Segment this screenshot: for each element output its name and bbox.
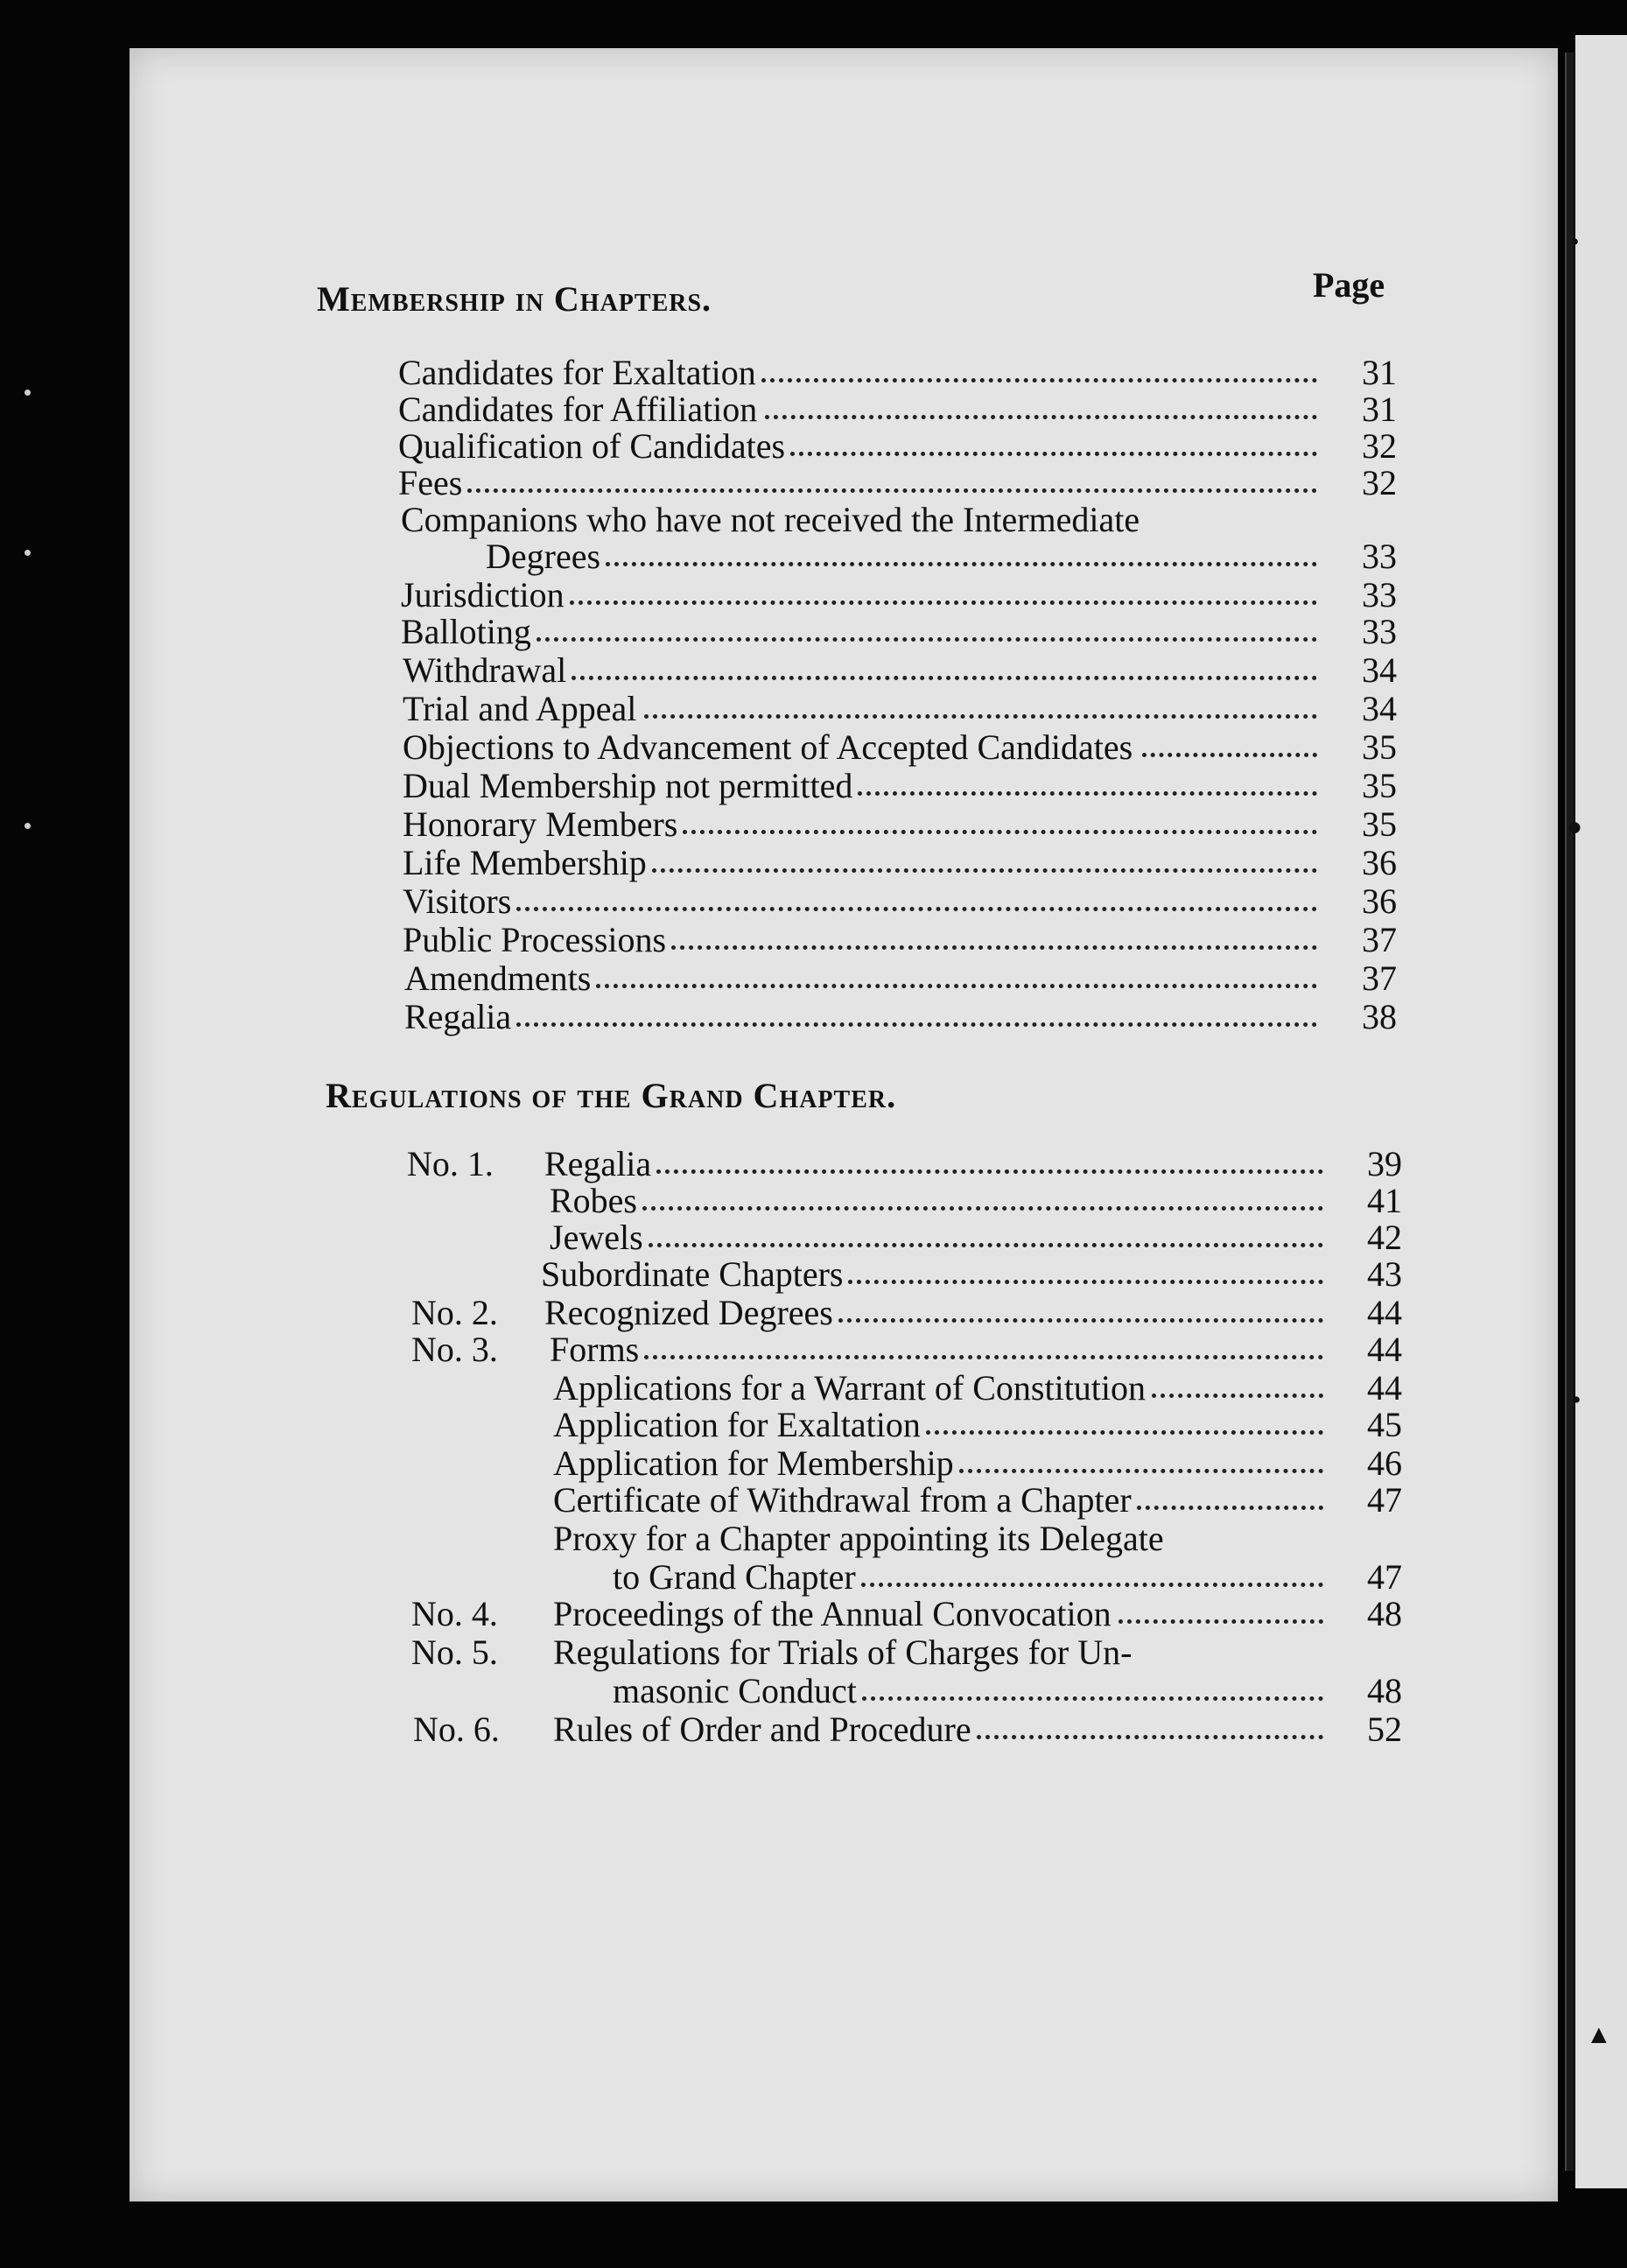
toc-entry	[0, 1633, 1627, 1672]
toc-entry	[0, 1710, 1627, 1749]
dot-leader	[671, 945, 1317, 950]
dot-leader	[642, 1206, 1323, 1211]
entry-title: Application for Membership	[553, 1443, 954, 1483]
entry-page-number: 36	[1362, 881, 1397, 921]
entry-page-number: 34	[1362, 650, 1397, 690]
entry-page-number: 38	[1362, 997, 1397, 1036]
entry-title: Regalia	[404, 997, 512, 1036]
entry-title: Qualification of Candidates	[398, 426, 786, 466]
entry-title: Life Membership	[403, 843, 647, 882]
entry-title: Candidates for Affiliation	[398, 390, 758, 429]
entry-title: Proxy for a Chapter appointing its Delegate	[553, 1519, 1164, 1558]
entry-title: Recognized Degrees	[544, 1293, 833, 1332]
regulation-number: No. 2.	[411, 1293, 498, 1332]
toc-entry	[0, 882, 1627, 921]
entry-page-number: 43	[1367, 1254, 1402, 1294]
toc-entry	[0, 1444, 1627, 1483]
dot-leader	[977, 1735, 1323, 1739]
toc-entry	[0, 1595, 1627, 1633]
dot-leader	[596, 984, 1317, 988]
entry-page-number: 33	[1362, 612, 1397, 651]
entry-title: Fees	[398, 463, 463, 502]
toc-entry	[0, 1481, 1627, 1520]
toc-entry	[0, 1294, 1627, 1332]
entry-page-number: 35	[1362, 727, 1397, 767]
toc-entry	[0, 805, 1627, 844]
toc-entry	[0, 354, 1627, 392]
entry-page-number: 35	[1362, 766, 1397, 805]
page-column-label: Page	[1313, 265, 1385, 305]
toc-entry	[0, 1406, 1627, 1444]
toc-entry	[0, 690, 1627, 728]
entry-title: Regulations for Trials of Charges for Un-	[553, 1633, 1133, 1672]
entry-title: Application for Exaltation	[553, 1405, 921, 1444]
entry-title: masonic Conduct	[613, 1671, 857, 1710]
binding-mark-icon: ●	[1567, 812, 1583, 841]
entry-page-number: 46	[1367, 1443, 1402, 1483]
toc-entry	[0, 390, 1627, 429]
regulation-number: No. 1.	[407, 1144, 494, 1183]
entry-page-number: 44	[1367, 1368, 1402, 1408]
entry-page-number: 42	[1367, 1218, 1402, 1257]
dot-leader	[467, 488, 1317, 493]
entry-title: Amendments	[404, 958, 592, 998]
regulation-number: No. 3.	[411, 1330, 498, 1369]
toc-entry	[0, 844, 1627, 882]
entry-page-number: 48	[1367, 1671, 1402, 1710]
entry-title: Degrees	[486, 537, 601, 576]
entry-page-number: 33	[1362, 575, 1397, 614]
entry-page-number: 44	[1367, 1293, 1402, 1332]
toc-entry	[0, 767, 1627, 805]
dot-leader	[1142, 753, 1317, 757]
binding-mark-icon: •	[1572, 1386, 1581, 1415]
entry-page-number: 31	[1362, 390, 1397, 429]
dot-leader	[606, 562, 1317, 566]
dot-leader	[959, 1469, 1323, 1473]
dot-leader	[926, 1430, 1323, 1435]
dot-leader	[649, 1243, 1323, 1247]
toc-entry	[0, 501, 1627, 539]
entry-title: Jurisdiction	[401, 575, 565, 614]
toc-entry	[0, 728, 1627, 767]
regulation-number: No. 6.	[413, 1710, 500, 1749]
entry-page-number: 37	[1362, 920, 1397, 959]
dot-leader	[765, 415, 1318, 419]
regulation-number: No. 5.	[411, 1633, 498, 1672]
entry-title: Candidates for Exaltation	[398, 353, 756, 392]
toc-entry	[0, 1255, 1627, 1294]
entry-title: Objections to Advancement of Accepted Candidates	[403, 727, 1133, 767]
entry-page-number: 47	[1367, 1557, 1402, 1597]
dot-leader	[761, 378, 1317, 383]
entry-title: Regalia	[544, 1144, 652, 1183]
entry-page-number: 48	[1367, 1594, 1402, 1633]
toc-entry	[0, 427, 1627, 466]
entry-title: Trial and Appeal	[403, 689, 637, 728]
toc-entry	[0, 1672, 1627, 1710]
dot-leader	[516, 907, 1317, 911]
toc-entry	[0, 613, 1627, 651]
entry-title: Robes	[550, 1181, 637, 1220]
toc-entry	[0, 464, 1627, 502]
entry-title: Subordinate Chapters	[541, 1254, 844, 1294]
toc-entry	[0, 998, 1627, 1036]
dot-leader	[652, 868, 1317, 873]
entry-page-number: 34	[1362, 689, 1397, 728]
dot-leader	[570, 600, 1317, 605]
entry-title: Rules of Order and Procedure	[553, 1710, 971, 1749]
regulation-number: No. 4.	[411, 1594, 498, 1633]
toc-entry	[0, 1145, 1627, 1183]
dot-leader	[838, 1318, 1323, 1323]
entry-title: Forms	[550, 1330, 640, 1369]
entry-title: Balloting	[401, 612, 531, 651]
entry-title: Withdrawal	[403, 650, 567, 690]
dot-leader	[861, 1583, 1323, 1587]
dot-leader	[1119, 1619, 1323, 1624]
dot-leader	[516, 1022, 1317, 1027]
entry-title: to Grand Chapter	[613, 1557, 856, 1597]
entry-page-number: 33	[1362, 537, 1397, 576]
toc-entry	[0, 576, 1627, 614]
section-heading: Membership in Chapters.	[317, 279, 712, 319]
entry-title: Certificate of Withdrawal from a Chapter	[553, 1480, 1132, 1520]
entry-page-number: 52	[1367, 1710, 1402, 1749]
toc-entry	[0, 1369, 1627, 1408]
binding-mark-icon: •	[1570, 228, 1580, 256]
dot-leader	[644, 714, 1317, 719]
binding-arrow-icon: ▲	[1586, 2020, 1612, 2049]
dot-leader	[644, 1355, 1323, 1359]
dot-leader	[536, 637, 1317, 642]
entry-page-number: 36	[1362, 843, 1397, 882]
entry-title: Dual Membership not permitted	[403, 766, 853, 805]
entry-title: Visitors	[403, 881, 512, 921]
entry-page-number: 35	[1362, 804, 1397, 844]
toc-entry	[0, 1331, 1627, 1369]
toc-entry	[0, 1218, 1627, 1257]
entry-page-number: 31	[1362, 353, 1397, 392]
dot-leader	[1137, 1506, 1323, 1510]
dot-leader	[848, 1280, 1323, 1284]
entry-title: Proceedings of the Annual Convocation	[553, 1594, 1112, 1633]
toc-entry	[0, 959, 1627, 998]
entry-title: Honorary Members	[403, 804, 678, 844]
toc-entry	[0, 651, 1627, 690]
entry-page-number: 32	[1362, 463, 1397, 502]
dot-leader	[572, 676, 1317, 680]
toc-entry	[0, 537, 1627, 576]
toc-entry	[0, 921, 1627, 959]
entry-page-number: 45	[1367, 1405, 1402, 1444]
entry-title: Public Processions	[403, 920, 667, 959]
entry-page-number: 32	[1362, 426, 1397, 466]
toc-entry	[0, 1558, 1627, 1597]
entry-title: Companions who have not received the Intermediate	[401, 500, 1140, 539]
entry-page-number: 44	[1367, 1330, 1402, 1369]
entry-page-number: 41	[1367, 1181, 1402, 1220]
entry-title: Jewels	[550, 1218, 643, 1257]
entry-page-number: 47	[1367, 1480, 1402, 1520]
toc-entry	[0, 1520, 1627, 1558]
entry-page-number: 39	[1367, 1144, 1402, 1183]
dot-leader	[858, 791, 1317, 796]
dot-leader	[790, 452, 1317, 456]
dot-leader	[1152, 1394, 1323, 1398]
section-heading: Regulations of the Grand Chapter.	[326, 1076, 897, 1115]
dot-leader	[656, 1169, 1323, 1174]
entry-page-number: 37	[1362, 958, 1397, 998]
dot-leader	[683, 830, 1317, 834]
entry-title: Applications for a Warrant of Constitution	[553, 1368, 1147, 1408]
dot-leader	[862, 1696, 1323, 1701]
toc-entry	[0, 1182, 1627, 1220]
